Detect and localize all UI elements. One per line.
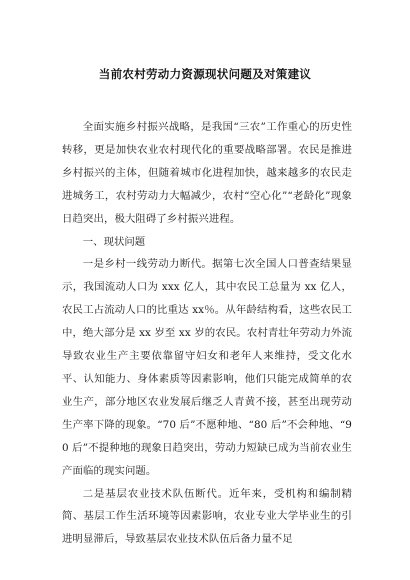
paragraph-tech-team-gap: 二是基层农业技术队伍断代。近年来，受机构和编制精简、基层工作生活环境等因素影响，农业专业大学毕业生的引进明显滞后，导致基层农业技术队伍后备力量不足 (62, 487, 352, 546)
paragraph-labor-gap: 一是乡村一线劳动力断代。据第七次全国人口普查结果显示，我国流动人口为 xxx 亿人，其中农民工总量为 xx 亿人，农民工占流动人口的比重达 xx％。从年龄结构看，这些农民工中，绝大部分是 xx 岁至 xx 岁的农民。农村青壮年劳动力外流导致农业生产主要依靠留守妇女和老年人来维持，受文化水平、认知能力、身体素质等因素影响，他们只能完成简单的农业生产，部分地区农业发展后继乏人青黄不接，甚至出现劳动生产率下降的现象。“70 后”不愿种地、“80 后”不会种地、“90 后”不提种地的现象日趋突出，劳动力短缺已成为当前农业生产面临的现实问题。 (62, 258, 352, 477)
section-heading-status: 一、现状问题 (82, 235, 146, 248)
document-title: 当前农村劳动力资源现状问题及对策建议 (98, 67, 312, 81)
paragraph-intro: 全面实施乡村振兴战略，是我国“三农”工作重心的历史性转移，更是加快农业农村现代化的重要战略部署。农民是推进乡村振兴的主体，但随着城市化进程加快，越来越多的农民走进城务工，农村劳动力大幅减少，农村“空心化”“老龄化”现象日趋突出，极大阻碍了乡村振兴进程。 (62, 121, 352, 225)
document-body (62, 116, 352, 551)
